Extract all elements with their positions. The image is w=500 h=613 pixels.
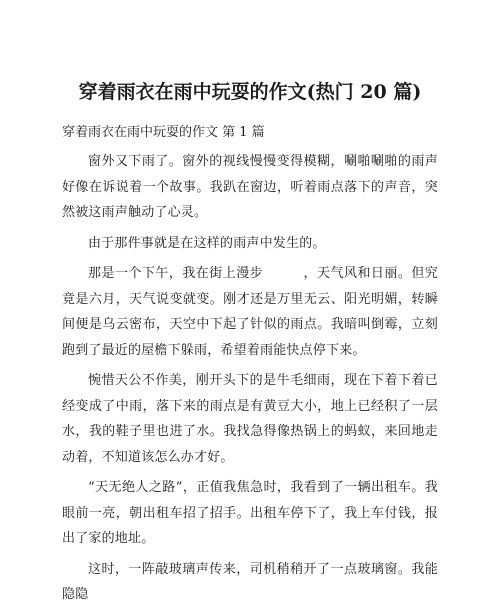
paragraph-6: 这时，一阵敲玻璃声传来，司机稍稍开了一点玻璃窗。我能隐隐 xyxy=(62,561,438,602)
paragraph-5: “天无绝人之路”，正值我焦急时，我看到了一辆出租车。我眼前一亮，朝出租车招了招手。出租车停下了，我上车付钱，报出了家的地址。 xyxy=(62,480,438,546)
article-body xyxy=(62,122,438,613)
paragraph-2: 由于那件事就是在这样的雨声中发生的。 xyxy=(88,235,326,251)
article-subheading: 穿着雨衣在雨中玩耍的作文 第 1 篇 xyxy=(62,125,265,140)
paragraph-1: 窗外又下雨了。窗外的视线慢慢变得模糊，唰啪唰啪的雨声好像在诉说着一个故事。我趴在窗边，听着雨点落下的声音，突然被这雨声触动了心灵。 xyxy=(62,154,438,220)
paragraph-4: 惋惜天公不作美，刚开头下的是牛毛细雨，现在下着下着已经变成了中雨，落下来的雨点是有黄豆大小，地上已经积了一层水，我的鞋子里也进了水。我找急得像热锅上的蚂蚁，来回地走动着，不知道该怎么办才好。 xyxy=(62,373,438,465)
paragraph-3: 那是一个下午，我在街上漫步 ，天气风和日丽。但究竟是六月，天气说变就变。刚才还是万里无云、阳光明媚，转瞬间便是乌云密布，天空中下起了针似的雨点。我暗叫倒霉，立刻跑到了最近的屋檐下躲雨，希望着雨能快点停下来。 xyxy=(62,266,438,358)
document-title: 穿着雨衣在雨中玩耍的作文(热门 20 篇) xyxy=(78,81,422,103)
